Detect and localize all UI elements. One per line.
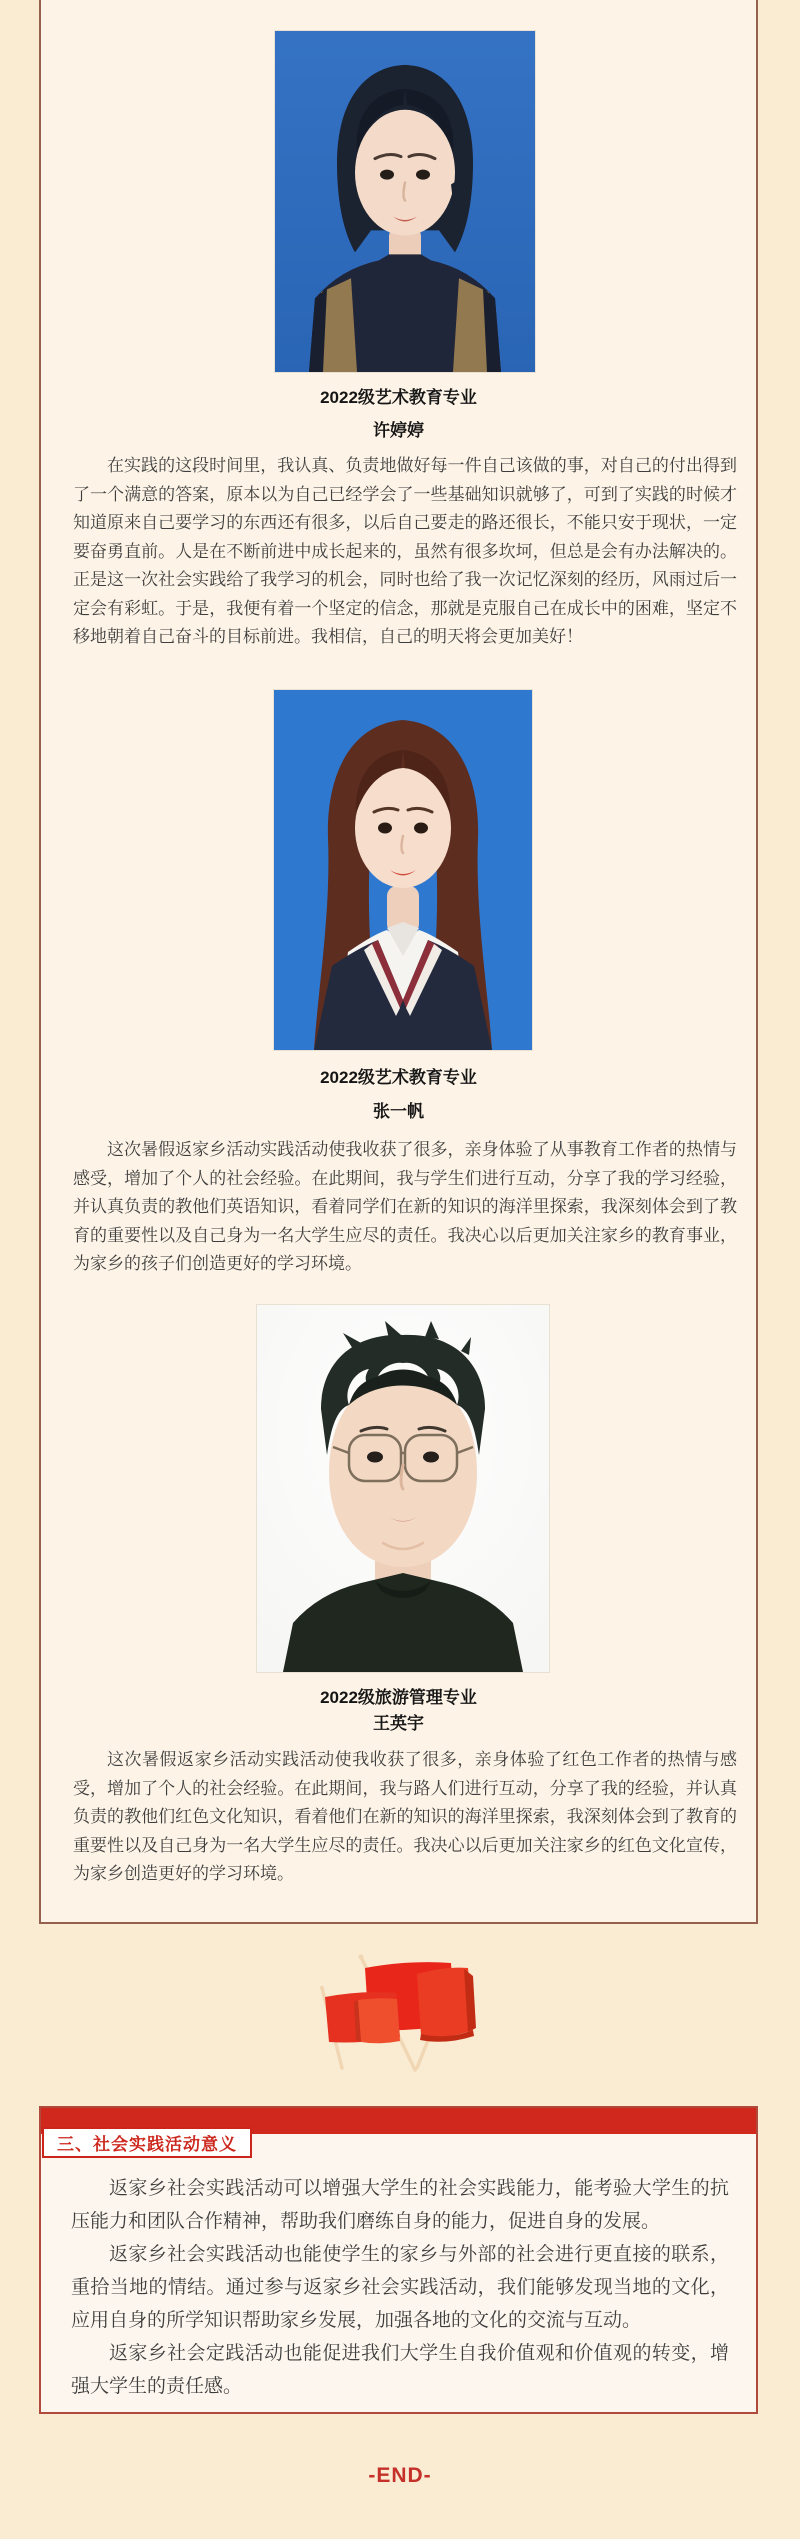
student-major: 2022级艺术教育专业 [320,388,477,407]
student-major: 2022级艺术教育专业 [320,1068,477,1087]
students-card [39,0,758,1924]
red-flags-icon [296,1950,491,2075]
section-title: 三、社会实践活动意义 [57,2135,237,2154]
end-marker: -END- [368,2464,432,2487]
red-flags-illustration [296,1950,491,2075]
student-major: 2022级旅游管理专业 [320,1688,477,1707]
student-name: 王英宇 [373,1714,424,1733]
student-testimonial: 这次暑假返家乡活动实践活动使我收获了很多，亲身体验了红色工作者的热情与感受，增加了个人的社会经验。在此期间，我与路人们进行互动，分享了我的经验，并认真负责的教他们红色文化知识，看着他们在新的知识的海洋里探索，我深刻体会到了教育的重要性以及自己身为一名大学生应尽的责任。我决心以后更加关注家乡的红色文化宣传，为家乡创造更好的学习环境。 [73,1750,737,1883]
meaning-card [39,2106,758,2414]
student-photo-xu-tingting[interactable] [275,31,535,372]
section-paragraph: 返家乡社会定践活动也能促进我们大学生自我价值观和价值观的转变，增强大学生的责任感。 [71,2343,729,2397]
student-testimonial: 这次暑假返家乡活动实践活动使我收获了很多，亲身体验了从事教育工作者的热情与感受，增加了个人的社会经验。在此期间，我与学生们进行互动，分享了我的学习经验，并认真负责的教他们英语知识，看着同学们在新的知识的海洋里探索，我深刻体会到了教育的重要性以及自己身为一名大学生应尽的责任。我决心以后更加关注家乡的教育事业，为家乡的孩子们创造更好的学习环境。 [73,1140,737,1273]
portrait-illustration [257,1305,549,1672]
section-paragraph: 返家乡社会实践活动可以增强大学生的社会实践能力，能考验大学生的抗压能力和团队合作精神，帮助我们磨练自身的能力，促进自身的发展。 [71,2178,729,2232]
id-photo-illustration [275,31,535,372]
section-paragraphs [71,2172,729,2403]
section-paragraph: 返家乡社会实践活动也能使学生的家乡与外部的社会进行更直接的联系，重拾当地的情结。通过参与返家乡社会实践活动，我们能够发现当地的文化，应用自身的所学知识帮助家乡发展，加强各地的文化的交流与互动。 [71,2244,729,2331]
student-testimonial: 在实践的这段时间里，我认真、负责地做好每一件自己该做的事，对自己的付出得到了一个满意的答案，原本以为自己已经学会了一些基础知识就够了，可到了实践的时候才知道原来自己要学习的东西还有很多，以后自己要走的路还很长，不能只安于现状，一定要奋勇直前。人是在不断前进中成长起来的，虽然有很多坎坷，但总是会有办法解决的。正是这一次社会实践给了我学习的机会，同时也给了我一次记忆深刻的经历，风雨过后一定会有彩虹。于是，我便有着一个坚定的信念，那就是克服自己在成长中的困难，坚定不移地朝着自己奋斗的目标前进。我相信，自己的明天将会更加美好！ [73,456,737,646]
id-photo-illustration [274,690,532,1050]
student-photo-zhang-yifan[interactable] [274,690,532,1050]
student-name: 张一帆 [373,1102,424,1121]
student-name: 许婷婷 [373,421,424,440]
section-title-box [42,2127,252,2158]
student-photo-wang-yingyu[interactable] [257,1305,549,1672]
